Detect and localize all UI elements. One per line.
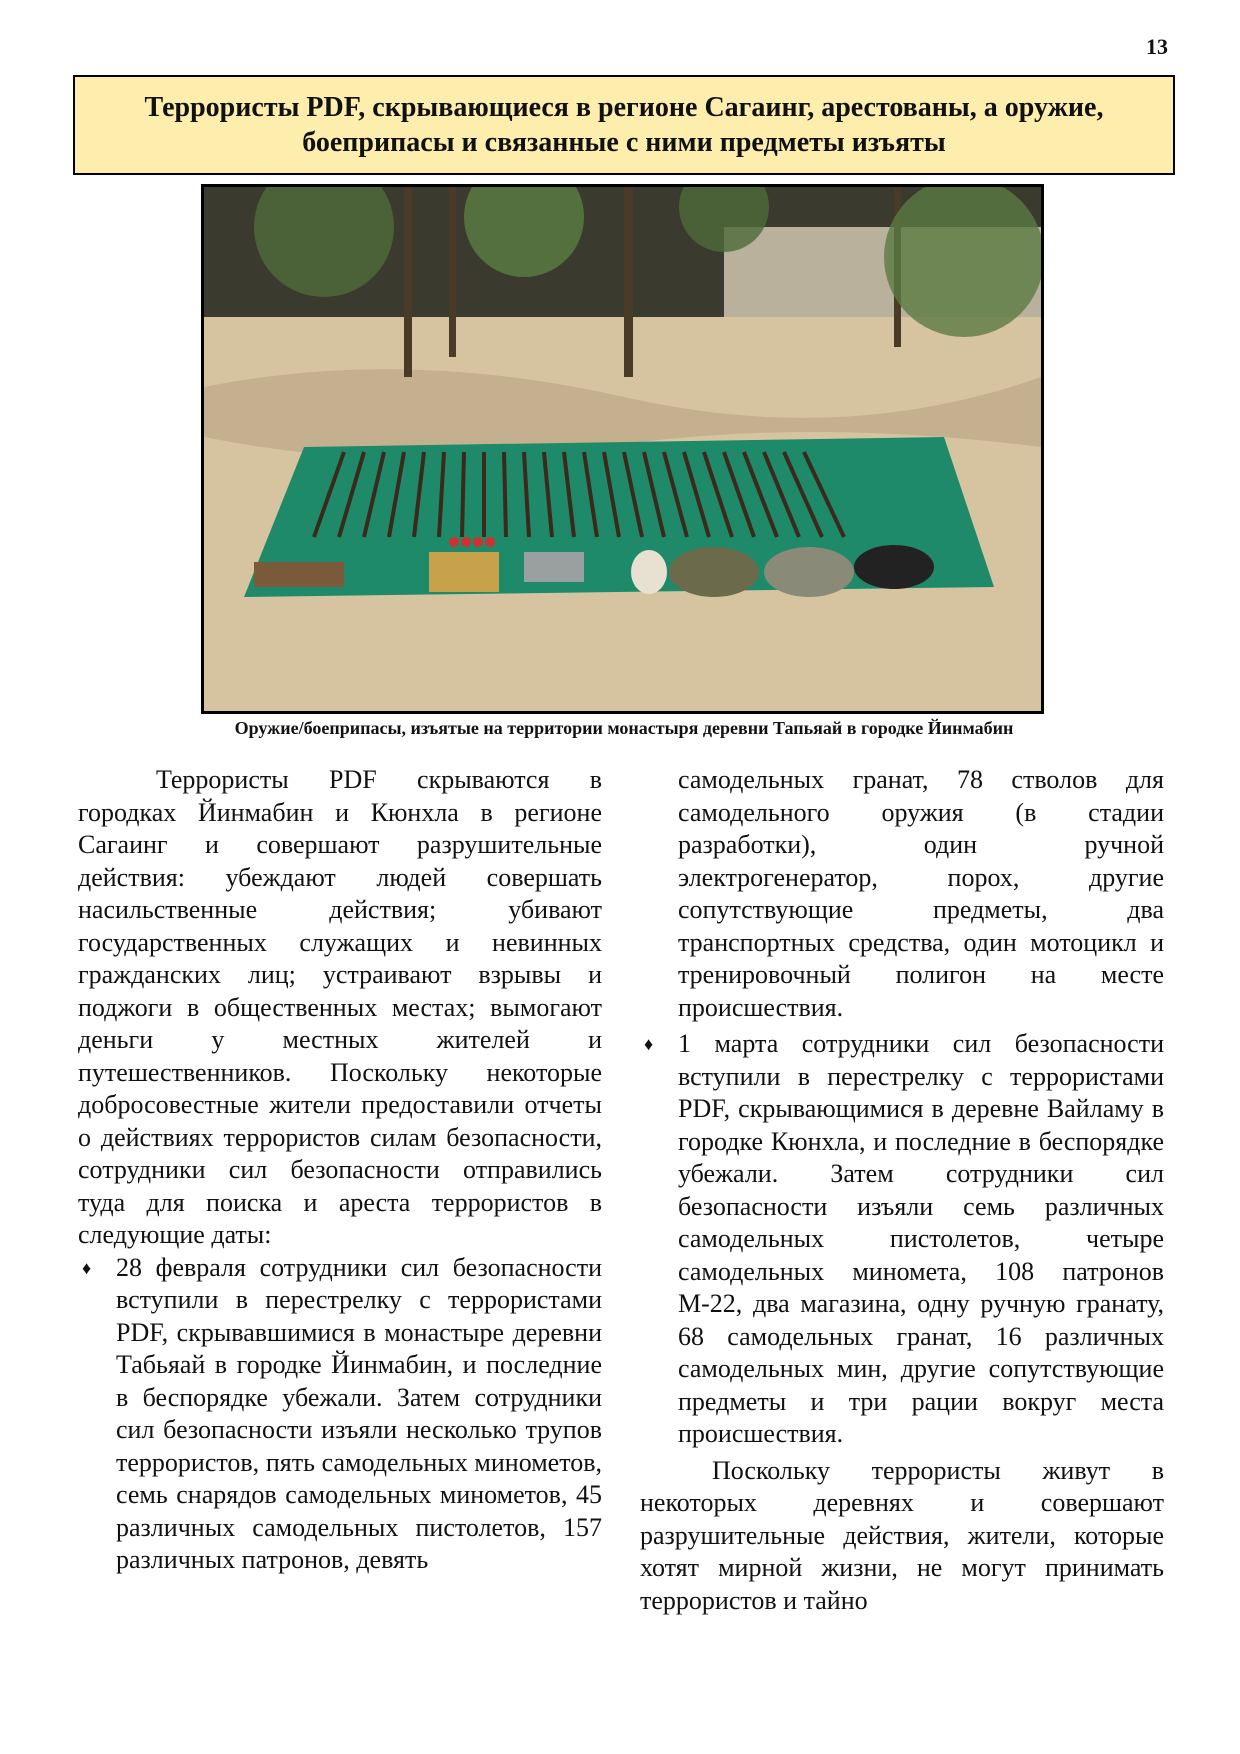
diamond-bullet-icon: ♦: [82, 1257, 92, 1278]
page-number: 13: [1146, 34, 1168, 59]
headline-box: [73, 75, 1175, 175]
left-column: [78, 764, 602, 1577]
intro-paragraph: Террористы PDF скрываются в городках Йинмабин и Кюнхла в регионе Сагаинг и совершают разрушительные действия: убеждают людей совершать насильственные действия; убивают государственных служащих и невинных гражданских лиц; устраивают взрывы и поджоги в общественных местах; вымогают деньги у местных жителей и путешественников. Поскольку некоторые добросовестные жители предоставили отчеты о действиях террористов силам безопасности, сотрудники сил безопасности отправились туда для поиска и ареста террористов в следующие даты:: [78, 765, 602, 1249]
continuation-text: самодельных гранат, 78 стволов для самодельного оружия (в стадии разработки), один ручной электрогенератор, порох, другие сопутствующие предметы, два транспортных средства, один мотоцикл и тренировочный полигон на месте происшествия.: [678, 765, 1164, 1022]
list-item: [78, 1252, 602, 1577]
photo-caption: Оружие/боеприпасы, изъятые на территории монастыря деревни Тапьяай в городке Йинмабин: [234, 718, 1014, 738]
bullet-text: 1 марта сотрудники сил безопасности вступили в перестрелку с террористами PDF, скрывающимися в деревне Вайламу в городке Кюнхла, и последние в беспорядке убежали. Затем сотрудники сил безопасности изъяли семь различных самодельных пистолетов, четыре самодельных миномета, 108 патронов М-22, два магазина, одну ручную гранату, 68 самодельных гранат, 16 различных самодельных мин, другие сопутствующие предметы и три рации вокруг места происшествия.: [678, 1029, 1164, 1448]
headline: Террористы PDF, скрывающиеся в регионе Сагаинг, арестованы, а оружие, боеприпасы и связанные с ними предметы изъяты: [144, 92, 1104, 158]
closing-paragraph: Поскольку террористы живут в некоторых деревнях и совершают разрушительные действия, жители, которые хотят мирной жизни, не могут принимать террористов и тайно: [640, 1455, 1164, 1615]
seized-weapons-photo: [201, 184, 1044, 714]
bullet-text: 28 февраля сотрудники сил безопасности вступили в перестрелку с террористами PDF, скрывавшимися в монастыре деревни Табьяай в городке Йинмабин, и последние в беспорядке убежали. Затем сотрудники сил безопасности изъяли несколько трупов террористов, пять самодельных минометов, семь снарядов самодельных минометов, 45 различных самодельных пистолетов, 157 различных патронов, девять: [116, 1252, 602, 1574]
right-column: [640, 764, 1164, 1617]
continuation-paragraph: [640, 764, 1164, 1024]
list-item: [640, 1028, 1164, 1451]
diamond-bullet-icon: ♦: [644, 1034, 654, 1054]
